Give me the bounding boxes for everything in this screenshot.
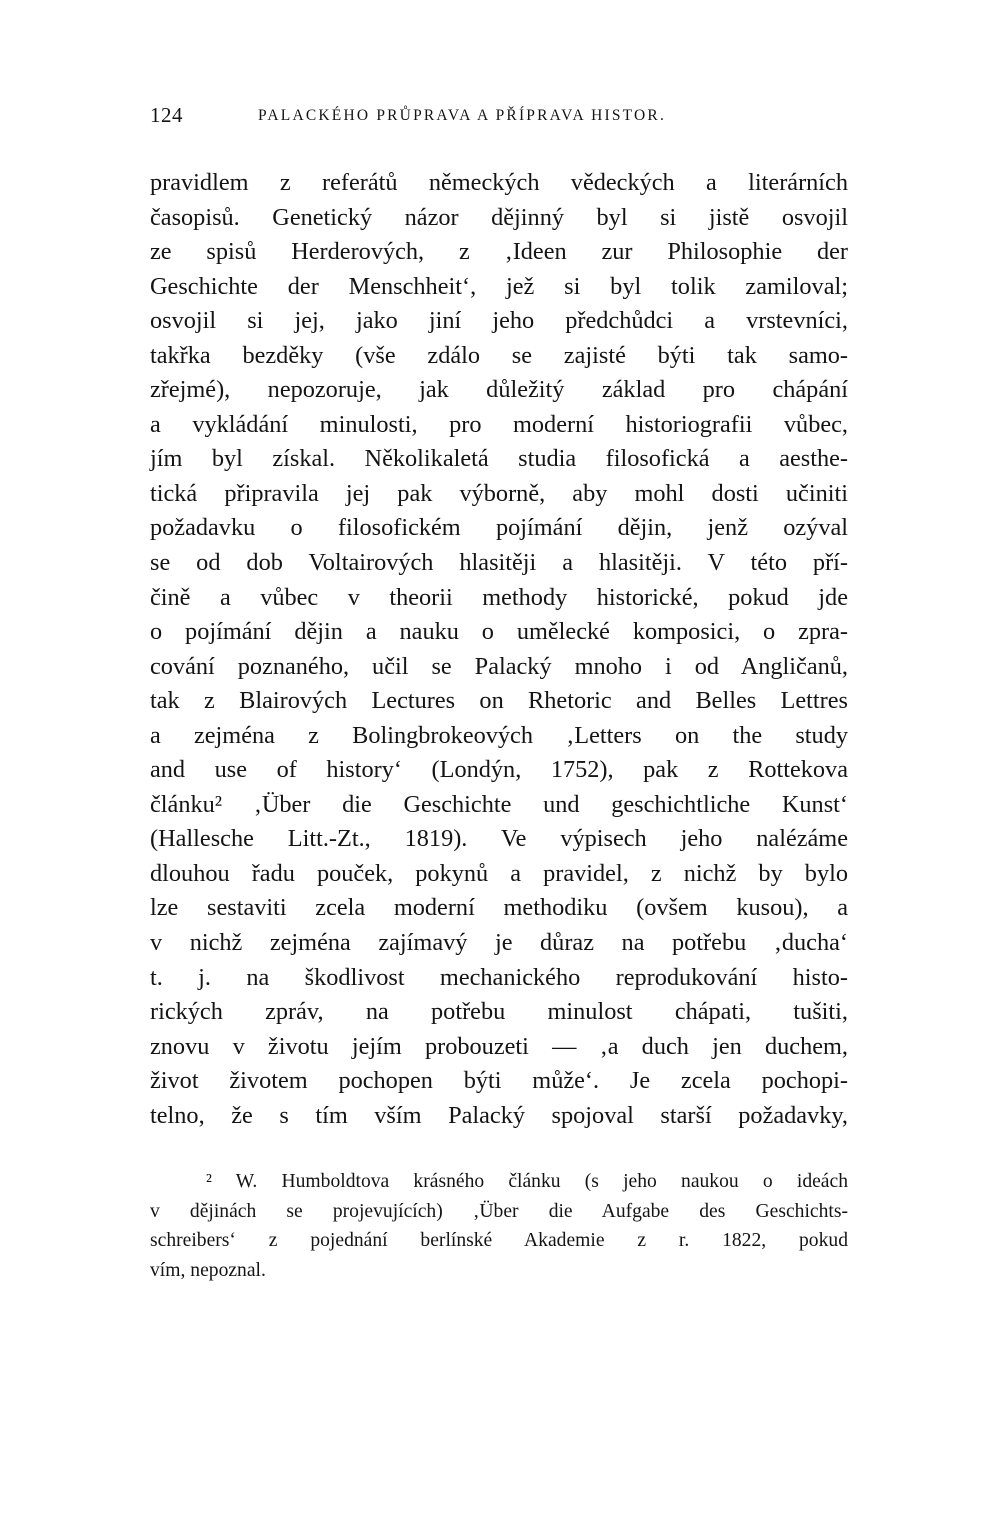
- footnote-line: vím, nepoznal.: [150, 1259, 266, 1281]
- text-line: cování poznaného, učil se Palacký mnoho i od Angličanů,: [150, 652, 848, 680]
- text-line: zřejmé), nepozoruje, jak důležitý základ pro chápání: [150, 376, 848, 404]
- text-line: jím byl získal. Několikaletá studia filosofická a aesthe-: [150, 445, 848, 473]
- text-line: telno, že s tím vším Palacký spojoval starší požadavky,: [150, 1101, 848, 1129]
- footnote-line: v dějinách se projevujících) ‚Über die Aufgabe des Geschichts-: [150, 1200, 848, 1222]
- text-line: lze sestaviti zcela moderní methodiku (ovšem kusou), a: [150, 894, 848, 922]
- text-line: and use of history‘ (Londýn, 1752), pak z Rottekova: [150, 756, 848, 784]
- text-line: požadavku o filosofickém pojímání dějin, jenž ozýval: [150, 514, 848, 542]
- text-line: tická připravila jej pak výborně, aby mohl dosti učiniti: [150, 479, 848, 507]
- text-line: t. j. na škodlivost mechanického reprodukování histo-: [150, 963, 848, 991]
- text-line: v nichž zejména zajímavý je důraz na potřebu ‚ducha‘: [150, 929, 848, 957]
- text-line: tak z Blairových Lectures on Rhetoric and Belles Lettres: [150, 687, 848, 715]
- text-line: (Hallesche Litt.-Zt., 1819). Ve výpisech jeho nalézáme: [150, 825, 848, 853]
- text-line: dlouhou řadu pouček, pokynů a pravidel, z nichž by bylo: [150, 859, 848, 887]
- body-text: [150, 166, 848, 1133]
- text-line: ze spisů Herderových, z ‚Ideen zur Philosophie der: [150, 238, 848, 266]
- text-line: a vykládání minulosti, pro moderní historiografii vůbec,: [150, 410, 848, 438]
- text-line: rických zpráv, na potřebu minulost chápati, tušiti,: [150, 998, 848, 1026]
- text-line: takřka bezděky (vše zdálo se zajisté býti tak samo-: [150, 341, 848, 369]
- text-line: a zejména z Bolingbrokeových ‚Letters on the study: [150, 721, 848, 749]
- text-line: čině a vůbec v theorii methody historické, pokud jde: [150, 583, 848, 611]
- footnote: [150, 1167, 848, 1285]
- footnote-line: schreibers‘ z pojednání berlínské Akademie z r. 1822, pokud: [150, 1230, 848, 1251]
- text-line: osvojil si jej, jako jiní jeho předchůdci a vrstevníci,: [150, 307, 848, 335]
- text-line: o pojímání dějin a nauku o umělecké komposici, o zpra-: [150, 618, 848, 646]
- footnote-line: ² W. Humboldtova krásného článku (s jeho naukou o ideách: [206, 1171, 848, 1192]
- text-line: Geschichte der Menschheit‘, jež si byl tolik zamiloval;: [150, 272, 848, 300]
- text-line: časopisů. Genetický názor dějinný byl si jistě osvojil: [150, 203, 848, 231]
- text-line: život životem pochopen býti může‘. Je zcela pochopi-: [150, 1067, 848, 1095]
- text-line: znovu v životu jejím probouzeti — ‚a duch jen duchem,: [150, 1032, 848, 1060]
- text-line: se od dob Voltairových hlasitěji a hlasitěji. V této pří-: [150, 549, 848, 577]
- running-title: PALACKÉHO PRŮPRAVA A PŘÍPRAVA HISTOR.: [258, 107, 667, 124]
- page-number: 124: [150, 103, 183, 127]
- text-line: pravidlem z referátů německých vědeckých a literárních: [150, 169, 848, 196]
- text-line: článku² ‚Über die Geschichte und geschichtliche Kunst‘: [150, 790, 848, 818]
